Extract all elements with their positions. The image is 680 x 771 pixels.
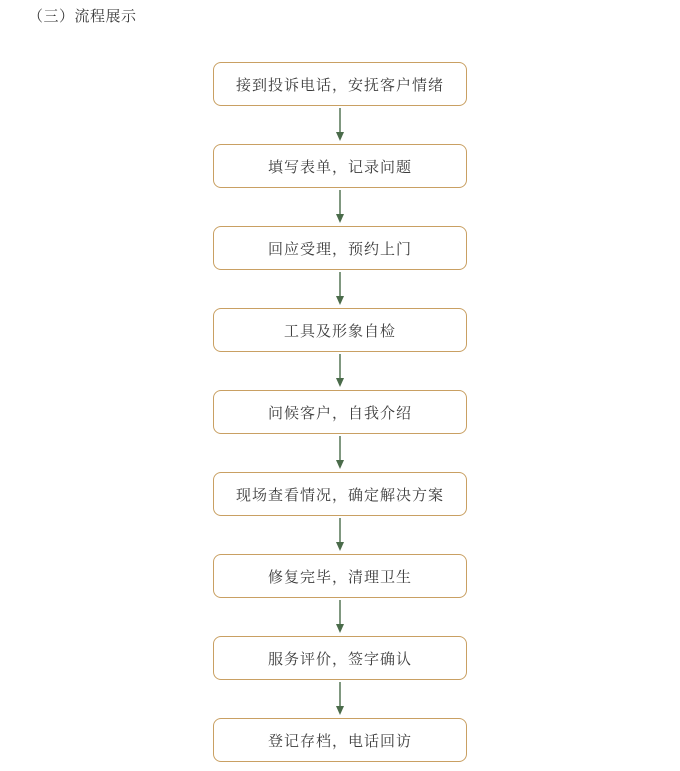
flow-node: 现场查看情况，确定解决方案 xyxy=(213,472,467,516)
flow-node: 接到投诉电话，安抚客户情绪 xyxy=(213,62,467,106)
flow-node: 修复完毕，清理卫生 xyxy=(213,554,467,598)
arrow-down-icon xyxy=(330,598,350,636)
page-title: （三）流程展示 xyxy=(28,8,137,25)
arrow-down-icon xyxy=(330,516,350,554)
arrow-down-icon xyxy=(330,270,350,308)
flow-node: 服务评价，签字确认 xyxy=(213,636,467,680)
flow-node: 工具及形象自检 xyxy=(213,308,467,352)
arrow-down-icon xyxy=(330,680,350,718)
flow-node: 回应受理，预约上门 xyxy=(213,226,467,270)
flowchart xyxy=(0,62,680,762)
arrow-down-icon xyxy=(330,352,350,390)
arrow-down-icon xyxy=(330,434,350,472)
flow-node: 填写表单，记录问题 xyxy=(213,144,467,188)
flow-node: 登记存档，电话回访 xyxy=(213,718,467,762)
arrow-down-icon xyxy=(330,188,350,226)
flow-node: 问候客户，自我介绍 xyxy=(213,390,467,434)
arrow-down-icon xyxy=(330,106,350,144)
